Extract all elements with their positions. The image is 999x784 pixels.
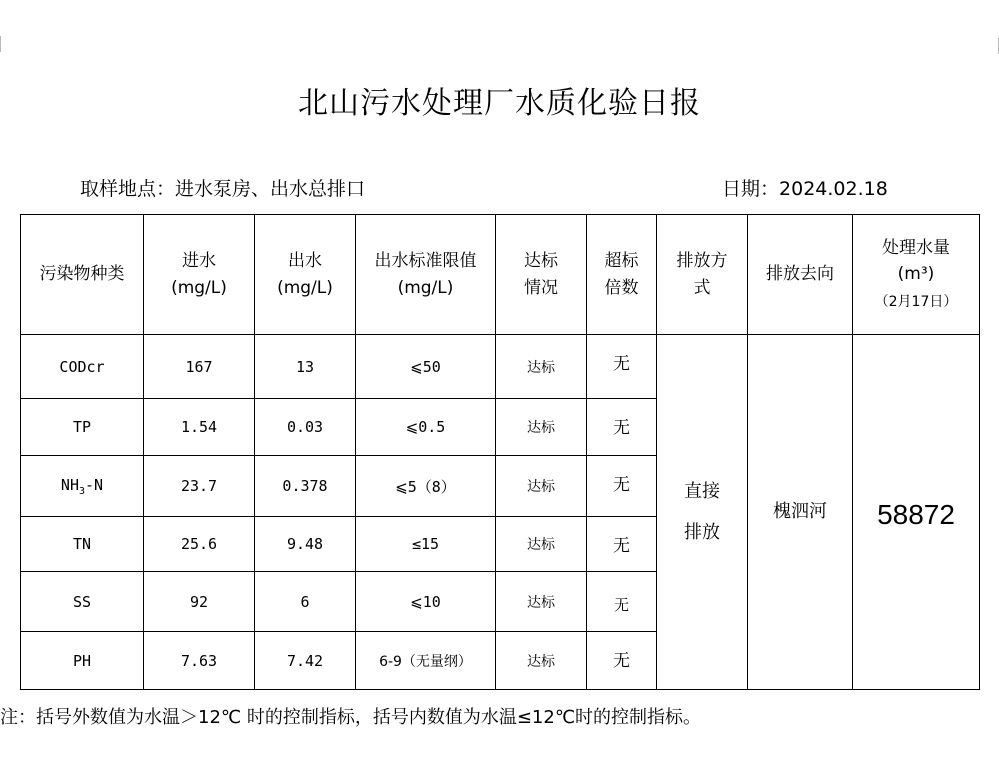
header-compliance: 达标 情况: [496, 215, 587, 335]
left-edge-mark: [0, 36, 1, 52]
effluent-value: 0.03: [255, 399, 356, 456]
header-pollutant: 污染物种类: [21, 215, 144, 335]
effluent-value: 13: [255, 335, 356, 399]
treated-volume: 58872: [853, 335, 980, 690]
compliance-status: 达标: [496, 632, 587, 690]
header-discharge-destination: 排放去向: [748, 215, 853, 335]
exceed-multiple: 无: [587, 572, 657, 632]
header-row: [21, 215, 980, 335]
report-date: [722, 174, 888, 201]
influent-value: 23.7: [144, 456, 255, 517]
influent-value: 7.63: [144, 632, 255, 690]
compliance-status: 达标: [496, 572, 587, 632]
exceed-multiple: 无: [587, 335, 657, 399]
header-discharge-mode: 排放方 式: [657, 215, 748, 335]
limit-value: ⩽10: [356, 572, 496, 632]
influent-value: 1.54: [144, 399, 255, 456]
pollutant-name: SS: [21, 572, 144, 632]
discharge-destination: 槐泗河: [748, 335, 853, 690]
compliance-status: 达标: [496, 335, 587, 399]
compliance-status: 达标: [496, 399, 587, 456]
influent-value: 92: [144, 572, 255, 632]
limit-value: 6-9（无量纲）: [356, 632, 496, 690]
influent-value: 25.6: [144, 517, 255, 572]
limit-value: ⩽0.5: [356, 399, 496, 456]
table-row: [21, 335, 980, 399]
report-date-value: 2024.02.18: [779, 178, 888, 200]
limit-value: ⩽5（8）: [356, 456, 496, 517]
pollutant-name: $NH_3-N$: [21, 456, 144, 517]
discharge-mode: 直接 排放: [657, 335, 748, 690]
effluent-value: 0.378: [255, 456, 356, 517]
effluent-value: 6: [255, 572, 356, 632]
exceed-multiple: 无: [587, 456, 657, 517]
compliance-status: 达标: [496, 517, 587, 572]
header-influent: 进水 (mg/L): [144, 215, 255, 335]
exceed-multiple: 无: [587, 517, 657, 572]
effluent-value: 7.42: [255, 632, 356, 690]
header-treated-volume: 处理水量 (m³) （2月17日）: [853, 215, 980, 335]
water-quality-table: [20, 214, 980, 690]
pollutant-name: PH: [21, 632, 144, 690]
header-effluent: 出水 (mg/L): [255, 215, 356, 335]
report-date-label: 日期：: [722, 178, 780, 200]
header-limit: 出水标准限值 (mg/L): [356, 215, 496, 335]
sampling-location-value: 进水泵房、出水总排口: [175, 178, 366, 200]
limit-value: ⩽50: [356, 335, 496, 399]
exceed-multiple: 无: [587, 399, 657, 456]
report-title: 北山污水处理厂水质化验日报: [298, 86, 701, 121]
sampling-location-label: 取样地点：: [80, 178, 176, 200]
exceed-multiple: 无: [587, 632, 657, 690]
pollutant-name: CODcr: [21, 335, 144, 399]
pollutant-name: TP: [21, 399, 144, 456]
effluent-value: 9.48: [255, 517, 356, 572]
compliance-status: 达标: [496, 456, 587, 517]
influent-value: 167: [144, 335, 255, 399]
limit-value: ≤15: [356, 517, 496, 572]
header-exceed-multiple: 超标 倍数: [587, 215, 657, 335]
pollutant-name: TN: [21, 517, 144, 572]
sampling-location: [80, 174, 365, 201]
footnote: 注：括号外数值为水温＞12℃ 时的控制指标，括号内数值为水温≤12℃时的控制指标。: [0, 707, 702, 728]
